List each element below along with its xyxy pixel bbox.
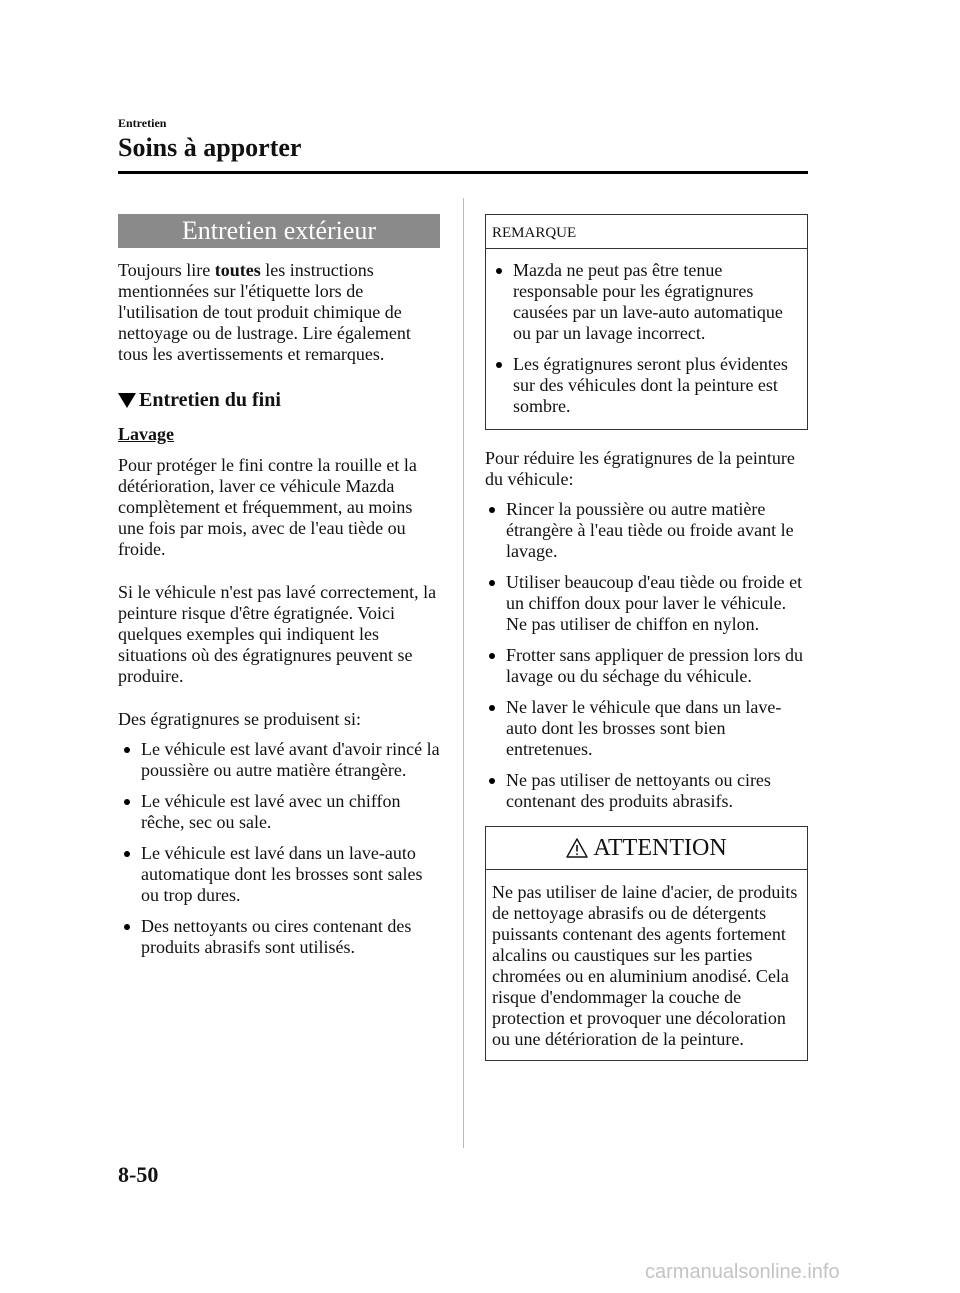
bullet-icon: [124, 799, 130, 805]
section-label: Entretien: [118, 116, 167, 130]
list-item: [120, 791, 440, 833]
list-item-text: Les égratignures seront plus évidentes sur des véhicules dont la peinture est sombre.: [513, 354, 788, 416]
page-title: Soins à apporter: [118, 133, 302, 162]
list-item-text: Frotter sans appliquer de pression lors du lavage ou du séchage du véhicule.: [506, 645, 803, 686]
list-item-text: Ne laver le véhicule que dans un lave-auto dont les brosses sont bien entretenues.: [506, 697, 782, 759]
list-item: [492, 354, 801, 417]
note-body: [486, 249, 807, 429]
list-item: [485, 645, 808, 687]
bullet-icon: [496, 362, 502, 368]
warning-box: [485, 826, 808, 1061]
warning-title: ATTENTION: [593, 834, 727, 861]
bullet-icon: [124, 747, 130, 753]
list-item: [485, 697, 808, 760]
washing-subheading: Lavage: [118, 424, 174, 444]
right-column: [485, 214, 808, 1061]
left-column: [118, 214, 440, 968]
bullet-icon: [496, 268, 502, 274]
intro-paragraph: [118, 260, 440, 365]
finish-heading: [118, 387, 440, 413]
list-item: [120, 916, 440, 958]
list-item: [120, 739, 440, 781]
bullet-icon: [489, 580, 495, 586]
warning-triangle-icon: [566, 838, 588, 858]
warning-header: [486, 827, 807, 870]
note-title: REMARQUE: [486, 215, 807, 249]
bullet-icon: [489, 778, 495, 784]
paragraph: Pour protéger le fini contre la rouille et la détérioration, laver ce véhicule Mazda complètement et fréquemment, au moins une fois par mois, avec de l'eau tiède ou froide.: [118, 455, 417, 559]
list-item: [485, 499, 808, 562]
site-watermark: carmanualsonline.info: [645, 1261, 840, 1283]
list-item: [485, 572, 808, 635]
list-item: [485, 770, 808, 812]
finish-heading-text: Entretien du fini: [139, 389, 281, 411]
column-divider: [463, 198, 464, 1148]
scratch-prevention-list: [485, 499, 808, 812]
list-item-text: Rincer la poussière ou autre matière étrangère à l'eau tiède ou froide avant le lavage.: [506, 499, 794, 561]
triangle-down-icon: [118, 393, 136, 408]
paragraph: Pour réduire les égratignures de la peinture du véhicule:: [485, 448, 795, 489]
paragraph: Si le véhicule n'est pas lavé correctement, la peinture risque d'être égratignée. Voici quelques exemples qui indiquent les situations où des égratignures peuvent se produire.: [118, 582, 437, 686]
intro-emphasis: toutes: [214, 260, 261, 280]
list-item-text: Mazda ne peut pas être tenue responsable pour les égratignures causées par un lave-auto automatique ou par un lavage incorrect.: [513, 260, 783, 343]
list-item: [120, 843, 440, 906]
bullet-icon: [489, 705, 495, 711]
list-item-text: Ne pas utiliser de nettoyants ou cires contenant des produits abrasifs.: [506, 770, 771, 811]
bullet-icon: [489, 653, 495, 659]
note-box: [485, 214, 808, 430]
bullet-icon: [124, 924, 130, 930]
list-item-text: Des nettoyants ou cires contenant des produits abrasifs sont utilisés.: [141, 916, 412, 957]
list-item-text: Le véhicule est lavé avant d'avoir rincé la poussière ou autre matière étrangère.: [141, 739, 440, 780]
paragraph: Des égratignures se produisent si:: [118, 709, 361, 729]
intro-text-start: Toujours lire: [118, 260, 215, 280]
bullet-icon: [489, 507, 495, 513]
page-number: 8-50: [118, 1162, 159, 1187]
list-item-text: Le véhicule est lavé avec un chiffon rêche, sec ou sale.: [141, 791, 401, 832]
section-banner: Entretien extérieur: [118, 214, 440, 248]
bullet-icon: [124, 851, 130, 857]
list-item-text: Utiliser beaucoup d'eau tiède ou froide et un chiffon doux pour laver le véhicule. Ne pas utiliser de chiffon en nylon.: [506, 572, 803, 634]
scratch-causes-list: [118, 739, 440, 958]
note-list: [492, 260, 801, 417]
list-item: [492, 260, 801, 344]
warning-text: Ne pas utiliser de laine d'acier, de produits de nettoyage abrasifs ou de détergents puissants contenant des agents fortement alcalins ou caustiques sur les parties chromées ou en aluminium anodisé. Cela risque d'endommager la couche de protection et provoquer une décoloration ou une détérioration de la peinture.: [492, 882, 798, 1049]
intro-text-end: les instructions mentionnées sur l'étiquette lors de l'utilisation de tout produit chimique de nettoyage ou de lustrage. Lire également tous les avertissements et remarques.: [118, 260, 411, 364]
title-rule: [118, 171, 808, 174]
list-item-text: Le véhicule est lavé dans un lave-auto automatique dont les brosses sont sales ou trop dures.: [141, 843, 423, 905]
